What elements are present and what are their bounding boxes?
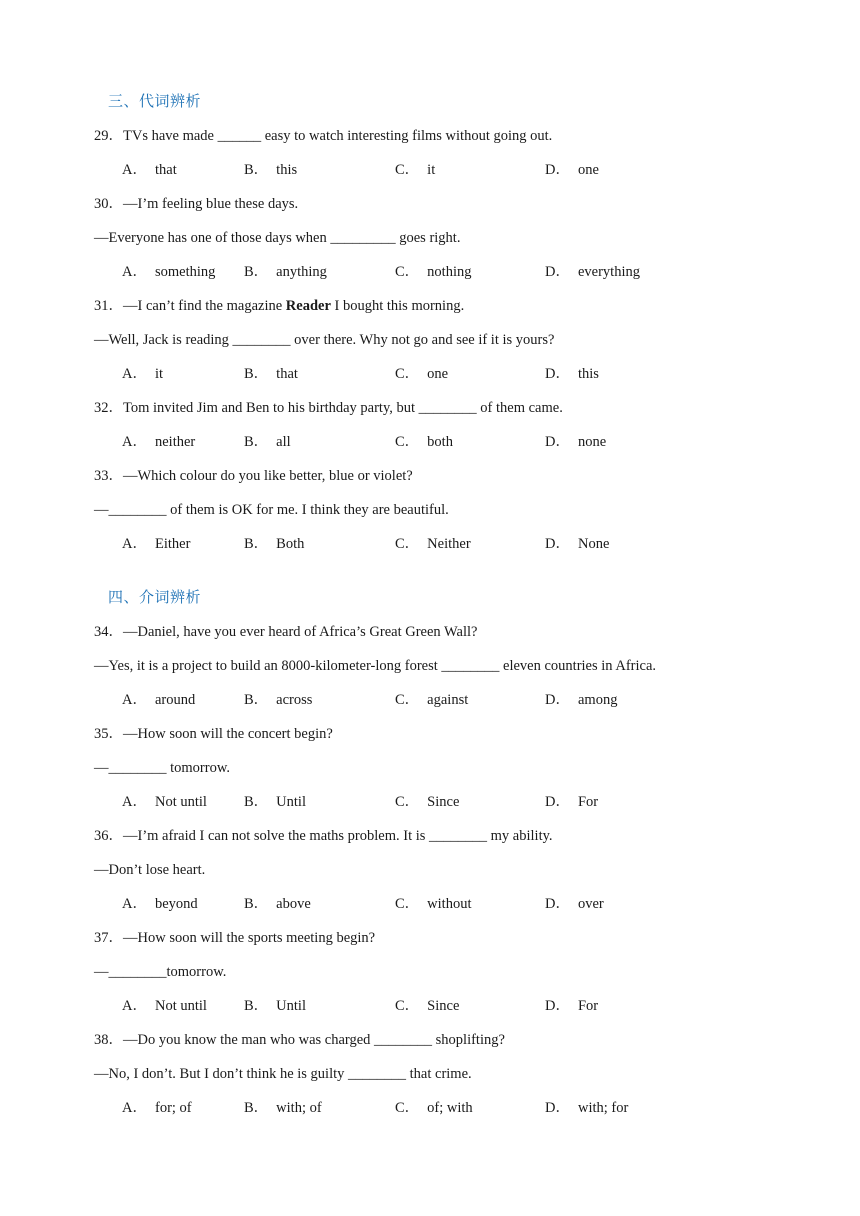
option-text: it (427, 162, 436, 178)
option-letter: B． (244, 692, 269, 708)
option-letter: B． (244, 162, 269, 178)
answer-option-b[interactable] (244, 365, 298, 383)
answer-option-b[interactable] (244, 895, 311, 913)
option-letter: B． (244, 434, 269, 450)
option-letter: D． (545, 162, 570, 178)
answer-options (0, 997, 860, 1015)
answer-option-a[interactable] (122, 433, 195, 451)
answer-option-d[interactable] (545, 161, 599, 179)
option-letter: A． (122, 162, 147, 178)
question-dialogue-line: —________tomorrow. (94, 964, 227, 980)
answer-option-d[interactable] (545, 691, 617, 709)
answer-options (0, 1099, 860, 1117)
option-letter: D． (545, 692, 570, 708)
answer-option-a[interactable] (122, 161, 177, 179)
option-text: Not until (154, 794, 207, 810)
answer-options (0, 161, 860, 179)
option-letter: C． (395, 536, 420, 552)
option-text: above (276, 896, 311, 912)
answer-option-d[interactable] (545, 1099, 628, 1117)
option-text: around (154, 692, 196, 708)
option-letter: A． (122, 1100, 147, 1116)
option-text: everything (577, 264, 640, 280)
option-text: Either (154, 536, 191, 552)
answer-option-c[interactable] (395, 895, 471, 913)
option-text: nothing (427, 264, 472, 280)
answer-option-b[interactable] (244, 535, 304, 553)
answer-option-c[interactable] (395, 997, 459, 1015)
answer-option-b[interactable] (244, 161, 297, 179)
answer-options (0, 365, 860, 383)
option-text: None (577, 536, 610, 552)
question-stem: 35．—How soon will the concert begin? (94, 726, 333, 742)
answer-option-d[interactable] (545, 895, 604, 913)
option-text: one (577, 162, 599, 178)
option-text: beyond (154, 896, 198, 912)
answer-options (0, 263, 860, 281)
answer-option-a[interactable] (122, 535, 190, 553)
option-letter: D． (545, 1100, 570, 1116)
option-letter: C． (395, 434, 420, 450)
answer-options (0, 535, 860, 553)
answer-option-c[interactable] (395, 433, 453, 451)
answer-option-c[interactable] (395, 161, 435, 179)
answer-option-a[interactable] (122, 895, 198, 913)
option-letter: D． (545, 998, 570, 1014)
option-letter: C． (395, 998, 420, 1014)
question-stem: 37．—How soon will the sports meeting begin? (94, 930, 376, 946)
option-letter: B． (244, 794, 269, 810)
option-letter: A． (122, 366, 147, 382)
answer-options (0, 691, 860, 709)
option-text: among (577, 692, 618, 708)
option-letter: D． (545, 536, 570, 552)
option-letter: C． (395, 896, 420, 912)
answer-option-a[interactable] (122, 365, 163, 383)
answer-option-b[interactable] (244, 1099, 322, 1117)
answer-option-d[interactable] (545, 365, 599, 383)
option-letter: A． (122, 434, 147, 450)
option-text: For (577, 794, 599, 810)
option-letter: B． (244, 536, 269, 552)
text-segment: I bought this morning. (330, 298, 465, 314)
option-text: all (276, 434, 291, 450)
option-text: Since (427, 998, 460, 1014)
option-letter: A． (122, 794, 147, 810)
question-dialogue-line: —Don’t lose heart. (94, 862, 206, 878)
section-title: 三、代词辨析 (108, 92, 202, 110)
option-letter: D． (545, 794, 570, 810)
option-letter: C． (395, 264, 420, 280)
option-text: Both (276, 536, 305, 552)
question-stem (94, 297, 464, 315)
option-letter: A． (122, 998, 147, 1014)
option-letter: C． (395, 1100, 420, 1116)
option-text: anything (276, 264, 327, 280)
option-text: across (276, 692, 313, 708)
option-text: of; with (427, 1100, 473, 1116)
option-letter: C． (395, 794, 420, 810)
answer-option-a[interactable] (122, 1099, 192, 1117)
answer-option-b[interactable] (244, 263, 327, 281)
option-letter: B． (244, 366, 269, 382)
option-letter: A． (122, 896, 147, 912)
question-dialogue-line: —No, I don’t. But I don’t think he is guilty ________ that crime. (94, 1066, 472, 1082)
option-letter: C． (395, 162, 420, 178)
question-dialogue-line: —Well, Jack is reading ________ over there. Why not go and see if it is yours? (94, 332, 555, 348)
question-dialogue-line: —Everyone has one of those days when _________ goes right. (94, 230, 461, 246)
answer-option-d[interactable] (545, 535, 609, 553)
answer-option-c[interactable] (395, 691, 468, 709)
option-text: Until (276, 998, 306, 1014)
option-letter: D． (545, 366, 570, 382)
option-letter: A． (122, 264, 147, 280)
option-text: none (577, 434, 607, 450)
option-text: without (427, 896, 472, 912)
option-text: neither (154, 434, 196, 450)
answer-option-c[interactable] (395, 263, 471, 281)
option-letter: B． (244, 1100, 269, 1116)
option-text: this (276, 162, 298, 178)
question-stem: 33．—Which colour do you like better, blue or violet? (94, 468, 413, 484)
option-text: over (577, 896, 604, 912)
answer-option-b[interactable] (244, 433, 291, 451)
answer-option-d[interactable] (545, 263, 640, 281)
answer-option-b[interactable] (244, 793, 306, 811)
option-text: this (577, 366, 599, 382)
option-letter: B． (244, 896, 269, 912)
option-text: for; of (154, 1100, 192, 1116)
question-stem: 38．—Do you know the man who was charged ________ shoplifting? (94, 1032, 505, 1048)
answer-options (0, 433, 860, 451)
question-dialogue-line: —________ of them is OK for me. I think they are beautiful. (94, 502, 449, 518)
question-stem: 34．—Daniel, have you ever heard of Africa’s Great Green Wall? (94, 624, 478, 640)
answer-option-c[interactable] (395, 793, 459, 811)
option-text: For (577, 998, 599, 1014)
answer-option-a[interactable] (122, 691, 195, 709)
option-text: both (427, 434, 453, 450)
option-letter: B． (244, 264, 269, 280)
option-text: Not until (154, 998, 207, 1014)
answer-option-c[interactable] (395, 1099, 473, 1117)
option-text: against (427, 692, 469, 708)
question-stem: 29．TVs have made ______ easy to watch interesting films without going out. (94, 128, 553, 144)
question-stem: 30．—I’m feeling blue these days. (94, 196, 299, 212)
option-text: that (276, 366, 298, 382)
answer-option-a[interactable] (122, 997, 207, 1015)
section-title: 四、介词辨析 (108, 588, 202, 606)
answer-option-d[interactable] (545, 793, 598, 811)
option-text: something (154, 264, 216, 280)
bold-title-text: Reader (285, 298, 331, 314)
option-text: with; for (577, 1100, 629, 1116)
option-letter: D． (545, 434, 570, 450)
option-letter: A． (122, 692, 147, 708)
answer-option-d[interactable] (545, 433, 606, 451)
option-letter: B． (244, 998, 269, 1014)
answer-option-a[interactable] (122, 793, 207, 811)
option-text: Until (276, 794, 306, 810)
option-text: one (427, 366, 449, 382)
option-letter: A． (122, 536, 147, 552)
answer-option-d[interactable] (545, 997, 598, 1015)
answer-options (0, 895, 860, 913)
question-dialogue-line: —________ tomorrow. (94, 760, 230, 776)
option-text: that (154, 162, 177, 178)
text-segment: 31．—I can’t find the magazine (94, 298, 286, 314)
answer-option-b[interactable] (244, 691, 312, 709)
option-letter: C． (395, 692, 420, 708)
answer-option-c[interactable] (395, 535, 471, 553)
option-letter: D． (545, 896, 570, 912)
question-stem: 32．Tom invited Jim and Ben to his birthday party, but ________ of them came. (94, 400, 563, 416)
option-text: Neither (427, 536, 471, 552)
question-dialogue-line: —Yes, it is a project to build an 8000-kilometer-long forest ________ eleven countries in Africa. (94, 658, 657, 674)
option-text: it (154, 366, 164, 382)
option-text: with; of (276, 1100, 322, 1116)
answer-option-b[interactable] (244, 997, 306, 1015)
option-text: Since (427, 794, 460, 810)
option-letter: D． (545, 264, 570, 280)
answer-option-a[interactable] (122, 263, 215, 281)
option-letter: C． (395, 366, 420, 382)
answer-option-c[interactable] (395, 365, 448, 383)
question-stem: 36．—I’m afraid I can not solve the maths problem. It is ________ my ability. (94, 828, 553, 844)
answer-options (0, 793, 860, 811)
